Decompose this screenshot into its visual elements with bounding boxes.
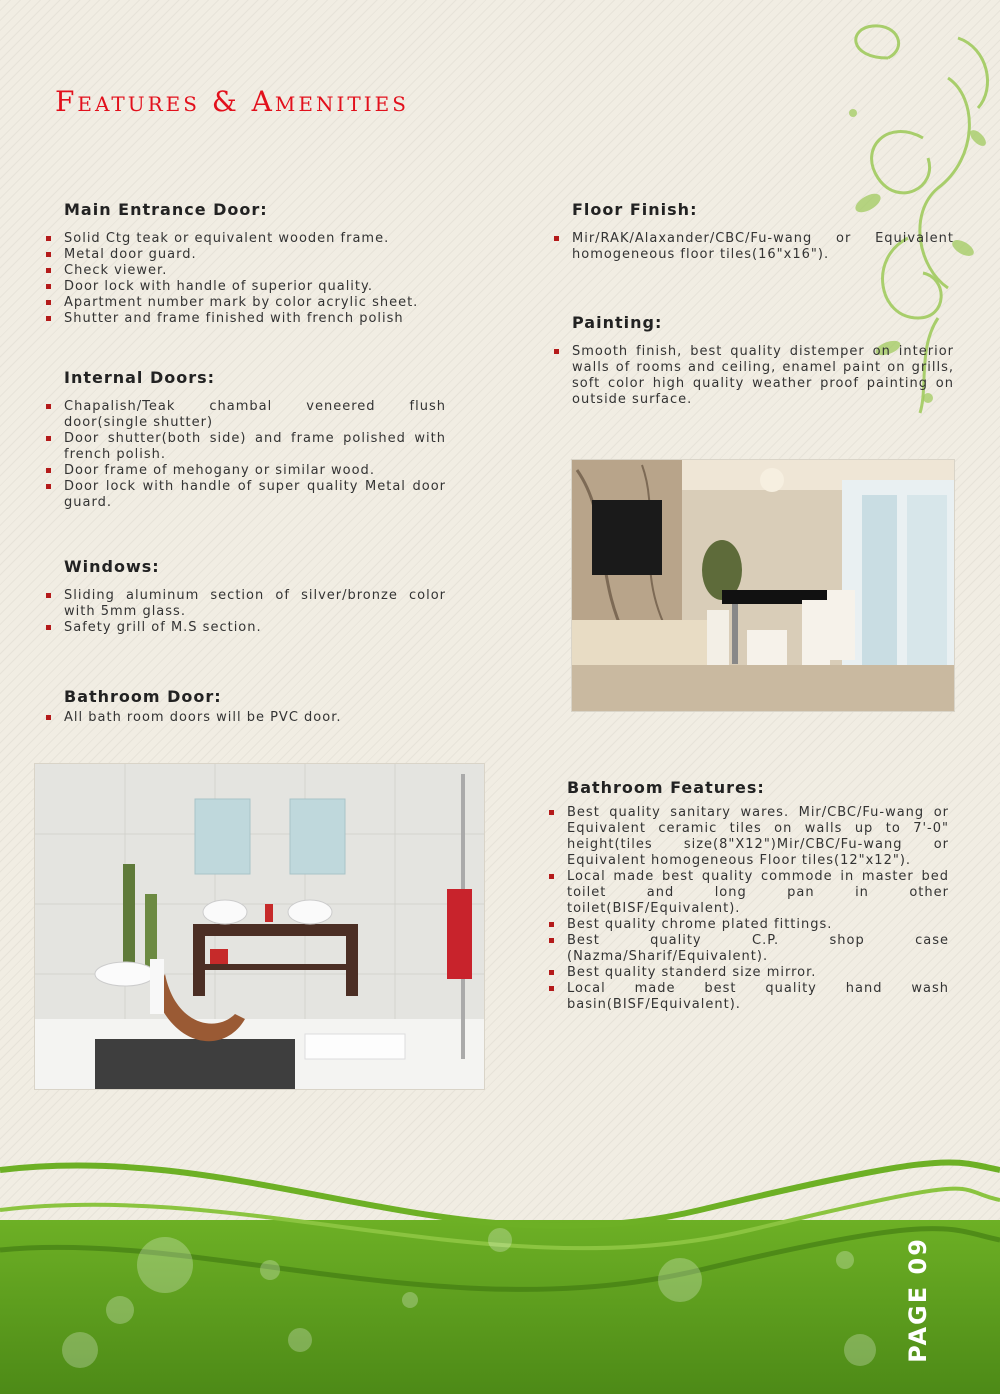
bathroom-photo [34,763,485,1090]
square-bullet-icon [46,436,51,441]
list-item: Chapalish/Teak chambal veneered flush door(single shutter) [46,399,446,431]
square-bullet-icon [46,404,51,409]
square-bullet-icon [46,252,51,257]
footer-green-band [0,1150,1000,1394]
dining-room-photo [571,459,955,712]
section-bathroom-features [549,778,949,1013]
section-bathroom-door [46,687,446,726]
square-bullet-icon [46,625,51,630]
list-item: Door frame of mehogany or similar wood. [46,463,446,479]
feature-list [549,805,949,1013]
list-item: Solid Ctg teak or equivalent wooden frame. [46,231,446,247]
section-heading: Bathroom Door: [64,687,222,706]
square-bullet-icon [549,922,554,927]
list-item: Local made best quality commode in master bed toilet and long pan in other toilet(BISF/Equivalent). [549,869,949,917]
square-bullet-icon [46,284,51,289]
section-internal-doors [46,368,446,511]
list-item: Sliding aluminum section of silver/bronze color with 5mm glass. [46,588,446,620]
square-bullet-icon [549,986,554,991]
dining-room-illustration [572,460,954,711]
list-item: Safety grill of M.S section. [46,620,446,636]
feature-list [46,231,446,327]
list-item: Best quality C.P. shop case (Nazma/Sharif/Equivalent). [549,933,949,965]
section-heading: Floor Finish: [572,200,698,219]
feature-list [46,710,446,726]
bathroom-illustration [35,764,484,1089]
list-item: Best quality chrome plated fittings. [549,917,949,933]
square-bullet-icon [549,874,554,879]
square-bullet-icon [549,970,554,975]
square-bullet-icon [46,468,51,473]
square-bullet-icon [46,715,51,720]
square-bullet-icon [46,236,51,241]
section-heading: Windows: [64,557,160,576]
section-heading: Internal Doors: [64,368,216,387]
square-bullet-icon [46,484,51,489]
section-main-entrance-door [46,200,446,327]
section-heading: Bathroom Features: [567,778,765,797]
section-heading: Painting: [572,313,663,332]
feature-list [46,399,446,511]
section-painting [554,313,954,408]
square-bullet-icon [46,316,51,321]
list-item: Door shutter(both side) and frame polished with french polish. [46,431,446,463]
square-bullet-icon [549,810,554,815]
list-item: Apartment number mark by color acrylic sheet. [46,295,446,311]
list-item: Smooth finish, best quality distemper on interior walls of rooms and ceiling, enamel paint on grills, soft color high quality weather proof painting on outside surface. [554,344,954,408]
list-item: Metal door guard. [46,247,446,263]
square-bullet-icon [554,236,559,241]
square-bullet-icon [46,268,51,273]
list-item: Mir/RAK/Alaxander/CBC/Fu-wang or Equivalent homogeneous floor tiles(16"x16"). [554,231,954,263]
list-item: Local made best quality hand wash basin(BISF/Equivalent). [549,981,949,1013]
section-windows [46,557,446,636]
square-bullet-icon [554,349,559,354]
page-title: Features & Amenities [55,85,409,118]
feature-list [46,588,446,636]
square-bullet-icon [549,938,554,943]
list-item: All bath room doors will be PVC door. [46,710,446,726]
square-bullet-icon [46,300,51,305]
list-item: Door lock with handle of super quality Metal door guard. [46,479,446,511]
list-item: Door lock with handle of superior quality. [46,279,446,295]
list-item: Best quality standerd size mirror. [549,965,949,981]
section-floor-finish [554,200,954,263]
square-bullet-icon [46,593,51,598]
list-item: Best quality sanitary wares. Mir/CBC/Fu-wang or Equivalent ceramic tiles on walls up to 7'-0" height(tiles size(8"X12")Mir/CBC/Fu-wang or Equivalent homogeneous Floor tiles(12"x12"). [549,805,949,869]
feature-list [554,344,954,408]
feature-list [554,231,954,263]
page-number-label: PAGE 09 [904,1237,932,1363]
section-heading: Main Entrance Door: [64,200,268,219]
list-item: Shutter and frame finished with french polish [46,311,446,327]
list-item: Check viewer. [46,263,446,279]
